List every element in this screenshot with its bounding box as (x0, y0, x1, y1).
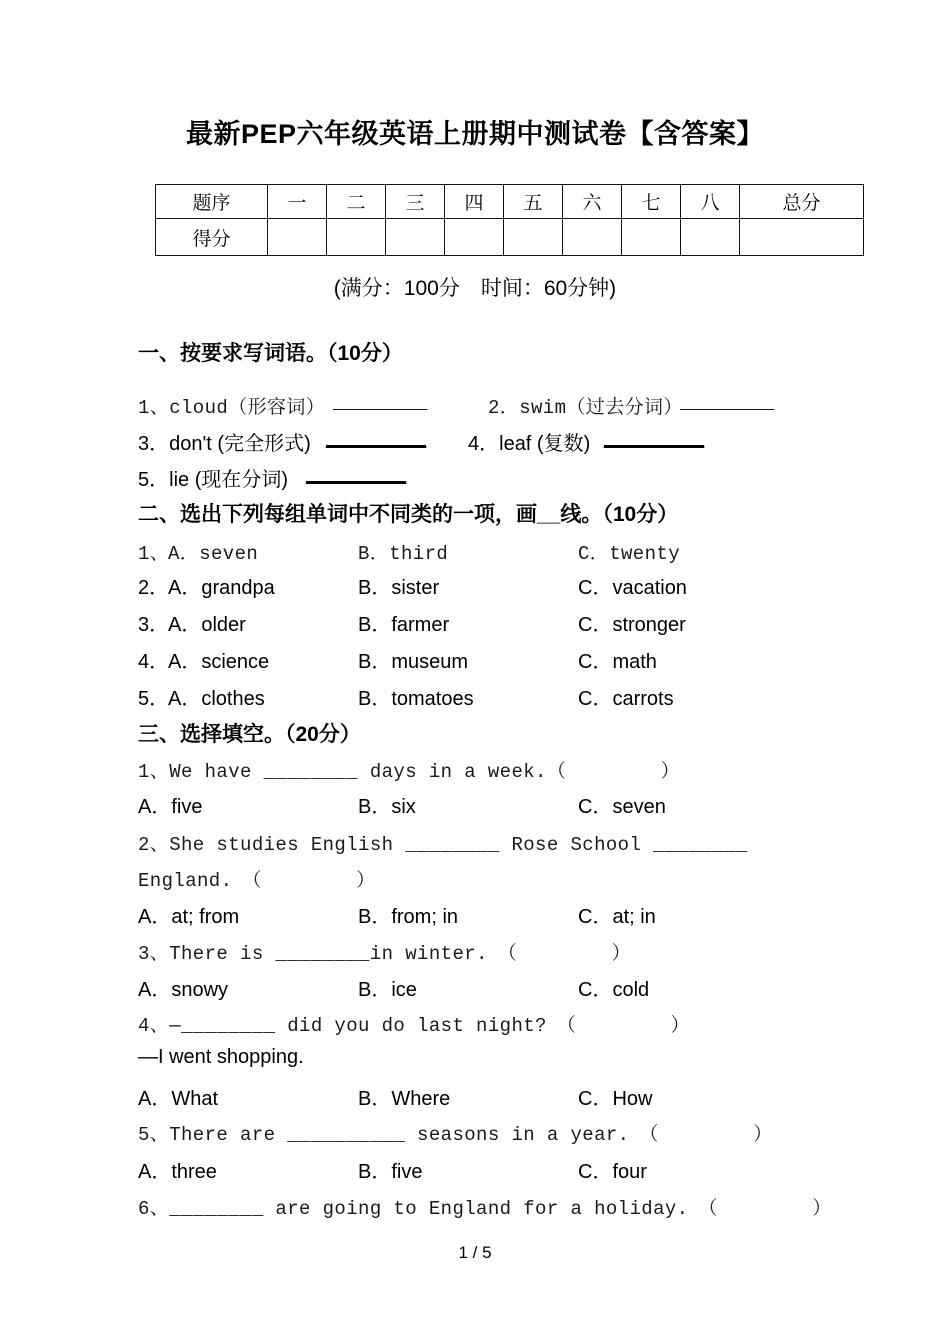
score-table-row-label-1: 得分 (156, 219, 268, 256)
score-table (155, 184, 864, 256)
score-table-col-5: 六 (563, 185, 622, 219)
s1-item1-blank[interactable]: ________ (333, 392, 428, 414)
s2-q4-num: 4． (138, 651, 170, 673)
s2-q2-option-a[interactable]: A．grandpa (168, 577, 275, 599)
score-table-row-label-0: 题序 (156, 185, 268, 219)
s1-item5-blank[interactable]: _________ (306, 463, 407, 485)
score-table-col-1: 二 (327, 185, 386, 219)
s1-item4-label: 4．leaf (复数) (468, 433, 591, 455)
s2-q5-option-a[interactable]: A．clothes (168, 688, 265, 710)
table-row-header (156, 185, 864, 219)
s3-q5-option-c[interactable]: C．four (578, 1161, 647, 1183)
s2-q2-num: 2． (138, 577, 170, 599)
s3-q2-option-b[interactable]: B．from; in (358, 906, 459, 928)
score-cell-4[interactable] (504, 219, 563, 256)
page-title: 最新PEP六年级英语上册期中测试卷【含答案】 (185, 119, 765, 149)
s3-q1-stem: 1、We have ________ days in a week.（ ） (138, 761, 681, 783)
s2-q1-num: 1、 (138, 543, 170, 565)
score-cell-7[interactable] (681, 219, 740, 256)
s2-q5-num: 5． (138, 688, 170, 710)
score-table-col-7: 八 (681, 185, 740, 219)
s3-q2-option-c[interactable]: C．at; in (578, 906, 656, 928)
s1-item2-blank[interactable]: ________ (680, 392, 775, 414)
s3-q5-stem: 5、There are __________ seasons in a year. （ ） (138, 1124, 773, 1146)
section-heading-1: 一、按要求写词语。（10分） (138, 342, 403, 365)
s3-q2-stem: 2、She studies English ________ Rose School ________ (138, 834, 748, 856)
s2-q4-option-a[interactable]: A．science (168, 651, 270, 673)
s2-q4-option-c[interactable]: C．math (578, 651, 657, 673)
s1-item3-label: 3．don't (完全形式) (138, 433, 311, 455)
s3-q5-option-a[interactable]: A．three (138, 1161, 217, 1183)
score-table-col-total: 总分 (740, 185, 864, 219)
s3-q4-option-b[interactable]: B．Where (358, 1088, 451, 1110)
s1-item2-label: 2．swim（过去分词） (488, 397, 683, 419)
s2-q1-option-a[interactable]: A．seven (168, 543, 259, 565)
s1-item1-label: 1、cloud（形容词） (138, 397, 326, 419)
s3-q2-stem-cont: England. （ ） (138, 870, 376, 892)
s3-q4-stem-cont: —I went shopping. (138, 1046, 304, 1068)
s3-q4-stem: 4、—________ did you do last night? （ ） (138, 1015, 690, 1037)
score-cell-2[interactable] (386, 219, 445, 256)
s2-q5-option-b[interactable]: B．tomatoes (358, 688, 474, 710)
score-table-col-6: 七 (622, 185, 681, 219)
s3-q3-option-a[interactable]: A．snowy (138, 979, 229, 1001)
s2-q3-option-c[interactable]: C．stronger (578, 614, 686, 636)
score-cell-total[interactable] (740, 219, 864, 256)
s3-q1-option-b[interactable]: B．six (358, 796, 416, 818)
page-number: 1 / 5 (458, 1243, 492, 1262)
s3-q1-option-a[interactable]: A．five (138, 796, 203, 818)
s3-q1-option-c[interactable]: C．seven (578, 796, 666, 818)
score-table-col-4: 五 (504, 185, 563, 219)
score-cell-0[interactable] (268, 219, 327, 256)
s3-q6-stem: 6、________ are going to England for a holiday. （ ） (138, 1198, 832, 1220)
s3-q4-option-c[interactable]: C．How (578, 1088, 653, 1110)
score-table-col-0: 一 (268, 185, 327, 219)
score-time-line: (满分：100分 时间：60分钟) (333, 277, 617, 300)
s2-q1-option-b[interactable]: B．third (358, 543, 449, 565)
s2-q2-option-c[interactable]: C．vacation (578, 577, 687, 599)
s1-item5-label: 5．lie (现在分词) (138, 469, 289, 491)
s3-q3-option-c[interactable]: C．cold (578, 979, 650, 1001)
s1-item4-blank[interactable]: _________ (604, 427, 705, 449)
s3-q3-option-b[interactable]: B．ice (358, 979, 417, 1001)
score-cell-5[interactable] (563, 219, 622, 256)
s3-q5-option-b[interactable]: B．five (358, 1161, 423, 1183)
score-table-col-3: 四 (445, 185, 504, 219)
s3-q3-stem: 3、There is ________in winter. （ ） (138, 943, 631, 965)
s2-q1-option-c[interactable]: C．twenty (578, 543, 681, 565)
score-cell-1[interactable] (327, 219, 386, 256)
s2-q5-option-c[interactable]: C．carrots (578, 688, 674, 710)
score-cell-3[interactable] (445, 219, 504, 256)
table-row-score (156, 219, 864, 256)
s3-q4-option-a[interactable]: A．What (138, 1088, 219, 1110)
section-heading-2: 二、选出下列每组单词中不同类的一项，画__线。（10分） (138, 503, 679, 526)
score-cell-6[interactable] (622, 219, 681, 256)
s1-item3-blank[interactable]: _________ (326, 427, 427, 449)
s2-q3-option-a[interactable]: A．older (168, 614, 246, 636)
s2-q4-option-b[interactable]: B．museum (358, 651, 469, 673)
s2-q3-option-b[interactable]: B．farmer (358, 614, 450, 636)
s2-q2-option-b[interactable]: B．sister (358, 577, 440, 599)
section-heading-3: 三、选择填空。（20分） (138, 723, 361, 746)
score-table-col-2: 三 (386, 185, 445, 219)
s2-q3-num: 3． (138, 614, 170, 636)
s3-q2-option-a[interactable]: A．at; from (138, 906, 240, 928)
